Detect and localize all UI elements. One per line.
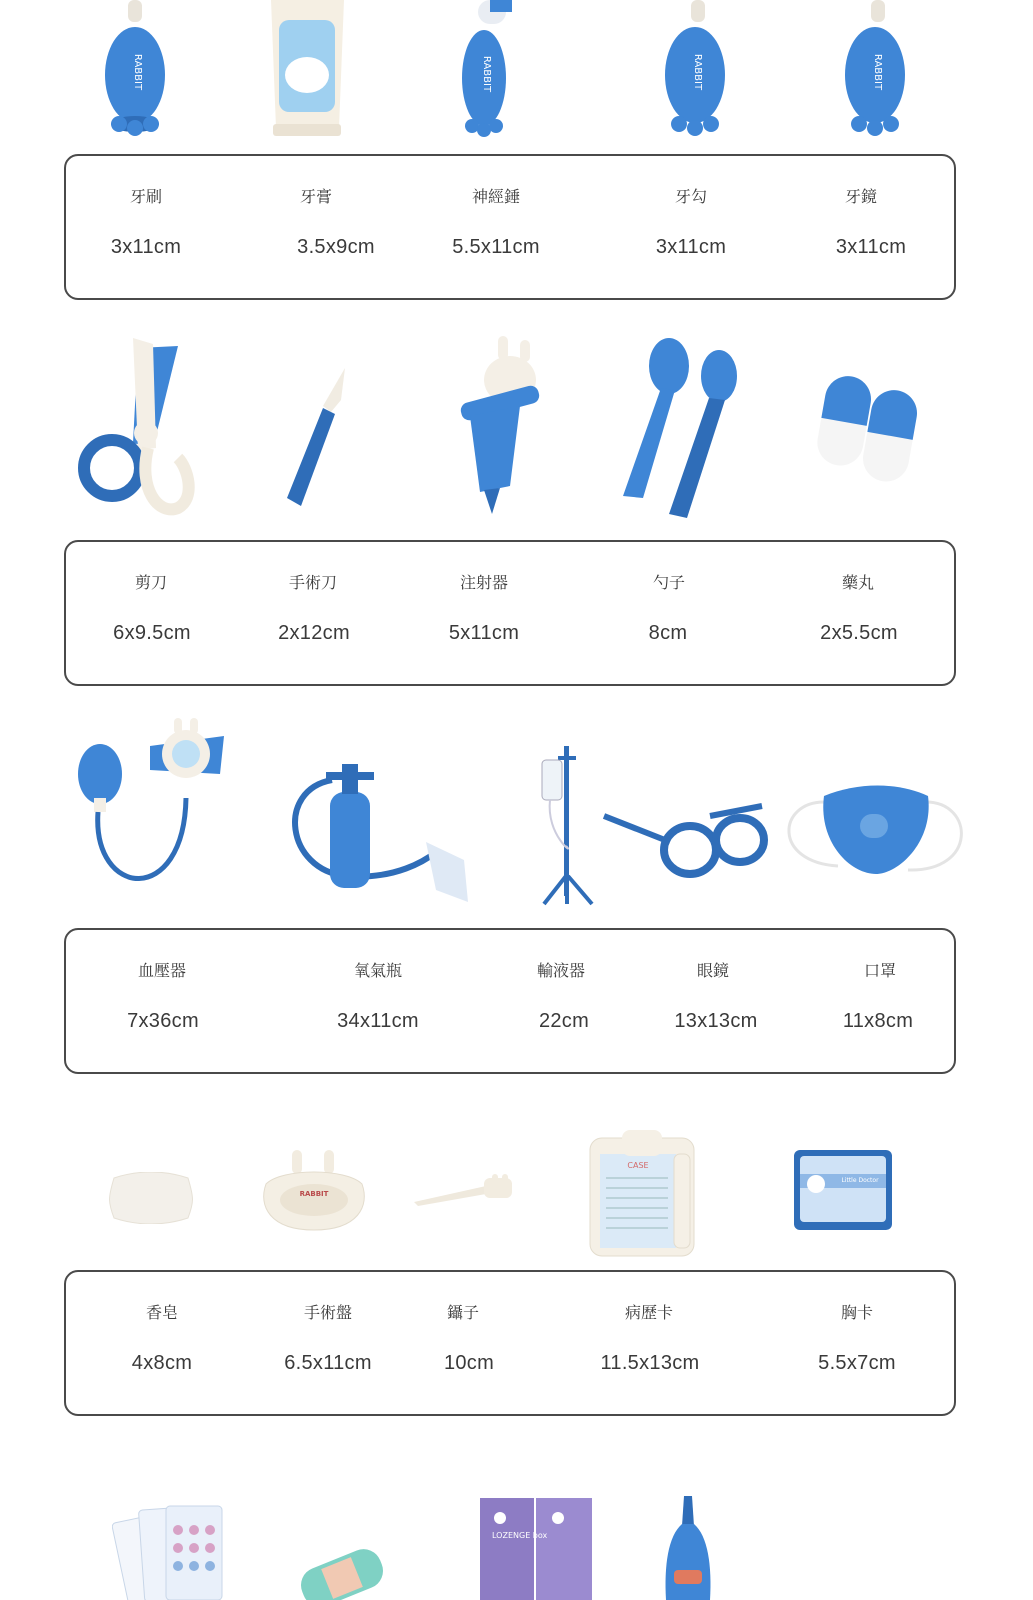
reflex-hammer-icon <box>452 0 532 140</box>
case-label: CASE <box>627 1161 649 1170</box>
item-size: 8cm <box>648 622 688 644</box>
bandage-icon <box>296 1528 388 1600</box>
item-name: 香皂 <box>145 1305 179 1322</box>
ear-thermometer-icon <box>658 1496 718 1600</box>
oxygen-bottle-icon <box>286 760 476 902</box>
item-name: 手術盤 <box>303 1305 353 1322</box>
lozenge-label: LOZENGE box <box>492 1531 548 1540</box>
item-name: 氧氣瓶 <box>353 963 403 980</box>
dental-mirror-icon <box>835 0 915 140</box>
scissors-icon <box>78 338 196 520</box>
toothbrush-icon <box>95 0 175 140</box>
item-name: 牙勾 <box>674 189 708 206</box>
item-size: 3x11cm <box>110 236 182 258</box>
item-size: 3.5x9cm <box>297 236 375 258</box>
item-name: 口罩 <box>863 963 897 980</box>
item-size: 11.5x13cm <box>600 1352 700 1374</box>
syringe-icon <box>440 336 550 516</box>
item-size: 2x5.5cm <box>820 622 898 644</box>
item-name: 牙膏 <box>299 189 333 206</box>
glasses-icon <box>600 796 770 880</box>
toothpaste-icon <box>265 0 350 138</box>
item-size: 3x11cm <box>655 236 727 258</box>
svg-text:RABBIT: RABBIT <box>132 53 143 91</box>
size-table-row-3 <box>64 928 956 1074</box>
item-name: 血壓器 <box>137 963 187 980</box>
item-name: 牙鏡 <box>844 189 878 206</box>
item-name: 手術刀 <box>288 575 338 592</box>
item-size: 5.5x11cm <box>452 236 540 258</box>
item-size: 10cm <box>443 1352 495 1374</box>
surgical-tray-icon <box>262 1150 366 1232</box>
tray-brand: RABBIT <box>299 1190 329 1198</box>
dental-hook-icon <box>655 0 735 140</box>
item-name: 剪刀 <box>134 575 168 592</box>
tweezers-icon <box>412 1174 516 1208</box>
spoons-icon <box>617 338 743 520</box>
item-name: 鑷子 <box>446 1305 480 1322</box>
item-name: 注射器 <box>459 575 509 592</box>
size-table-row-4 <box>64 1270 956 1416</box>
item-size: 3x11cm <box>835 236 907 258</box>
item-name: 勺子 <box>652 575 686 592</box>
pills-icon <box>815 372 921 490</box>
item-size: 11x8cm <box>842 1010 914 1032</box>
soap-icon <box>108 1172 194 1224</box>
item-size: 5.5x7cm <box>818 1352 896 1374</box>
item-size: 2x12cm <box>278 622 350 644</box>
scalpel-icon <box>283 366 353 512</box>
item-name: 病歷卡 <box>624 1305 674 1322</box>
item-size: 4x8cm <box>131 1352 193 1374</box>
item-name: 輸液器 <box>536 963 586 980</box>
item-name: 藥丸 <box>841 575 875 592</box>
item-size: 7x36cm <box>127 1010 199 1032</box>
svg-text:RABBIT: RABBIT <box>872 53 883 91</box>
face-mask-icon <box>778 782 974 882</box>
badge-title: Little Doctor <box>841 1177 879 1184</box>
item-size: 5x11cm <box>448 622 520 644</box>
name-badge-icon <box>792 1148 894 1232</box>
sticker-cards-icon <box>112 1500 224 1600</box>
item-name: 神經錘 <box>471 189 521 206</box>
lozenge-boxes-icon <box>478 1496 596 1600</box>
item-name: 眼鏡 <box>696 963 730 980</box>
item-size: 22cm <box>538 1010 590 1032</box>
size-table-row-2 <box>64 540 956 686</box>
item-size: 6.5x11cm <box>284 1352 372 1374</box>
item-size: 13x13cm <box>674 1010 758 1032</box>
item-name: 牙刷 <box>129 189 163 206</box>
item-size: 6x9.5cm <box>113 622 191 644</box>
item-size: 34x11cm <box>337 1010 419 1032</box>
item-name: 胸卡 <box>840 1305 874 1322</box>
case-record-card-icon <box>588 1124 698 1258</box>
iv-stand-icon <box>536 746 596 906</box>
blood-pressure-gauge-icon <box>74 718 224 904</box>
svg-text:RABBIT: RABBIT <box>692 53 703 91</box>
size-table-row-1 <box>64 154 956 300</box>
svg-text:RABBIT: RABBIT <box>481 55 492 93</box>
